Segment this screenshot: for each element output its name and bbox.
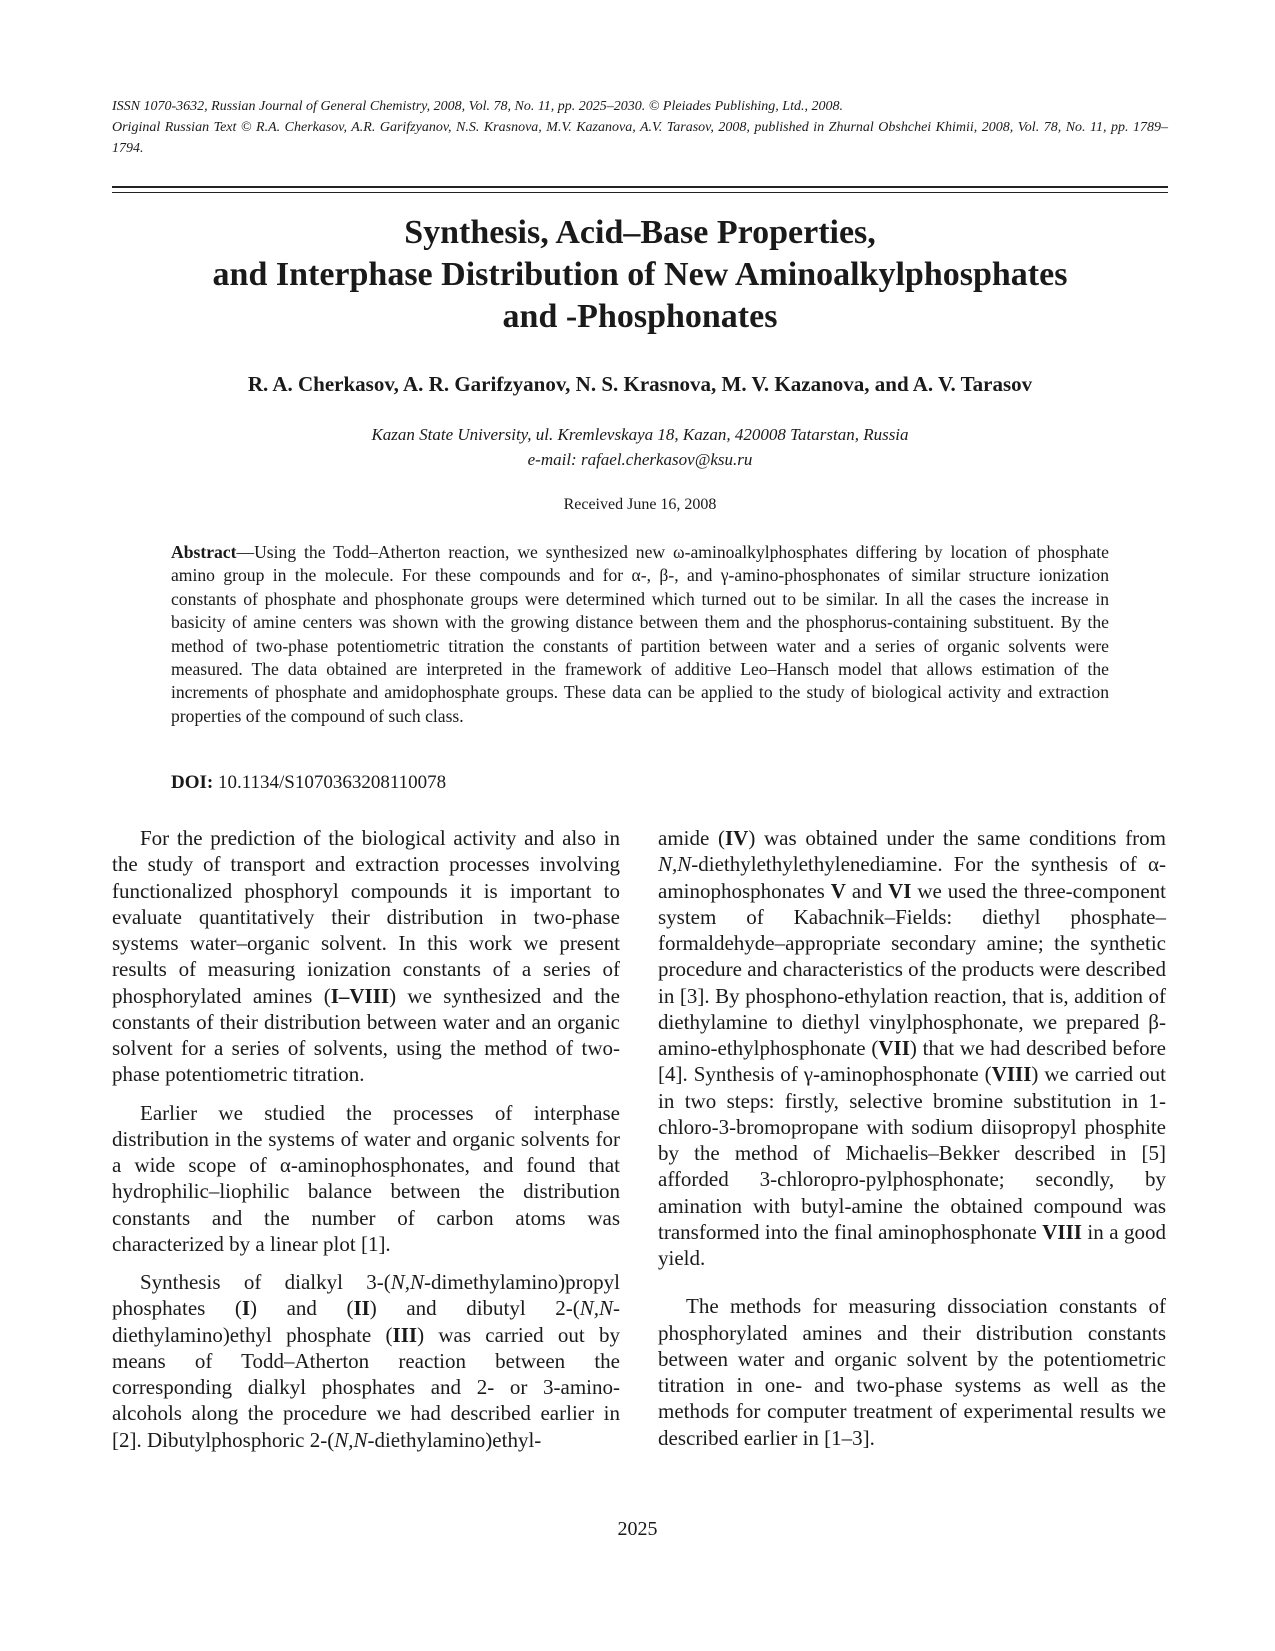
page-number: 2025 (617, 1518, 658, 1540)
compound-ref: VIII (991, 1062, 1032, 1087)
compound-ref: VIII (1042, 1219, 1082, 1244)
journal-header (112, 96, 1168, 159)
article-title (112, 212, 1168, 338)
compound-ref: I (241, 1296, 251, 1321)
paragraph: The methods for measuring dissociation constants of phosphorylated amines and their distribution constants between water and organic solvent by the potentiometric titration in one- and two-phase systems as well as the methods for computer treatment of experimental results we described earlier in [1–3]. (658, 1294, 1166, 1450)
affiliation: Kazan State University, ul. Kremlevskaya 18, Kazan, 420008 Tatarstan, Russia (371, 425, 909, 444)
affiliation-block (112, 422, 1168, 472)
doi-value: 10.1134/S1070363208110078 (217, 772, 447, 793)
right-column (658, 825, 1166, 1451)
journal-citation: ISSN 1070-3632, Russian Journal of General Chemistry, 2008, Vol. 78, No. 11, pp. 2025–2030. © Pleiades Publishing, Ltd., 2008. (112, 99, 843, 114)
compound-ref: VII (878, 1036, 910, 1060)
abstract-text: —Using the Todd–Atherton reaction, we synthesized new ω-aminoalkylphosphates differing by location of phosphate amino group in the molecule. For these compounds and for α-, β-, and γ-amino-phosphonates of similar structure ionization constants of phosphate and phosphonate groups were determined which turned out to be similar. In all the cases the increase in basicity of amine centers was shown with the growing distance between them and the phosphorus-containing substituent. By the method of two-phase potentiometric titration the constants of partition between water and a series of organic solvents were measured. The data obtained are interpreted in the framework of additive Leo–Hansch model that allows estimation of the increments of phosphate and amidophosphate groups. These data can be applied to the study of biological activity and extraction properties of the compound of such class. (171, 542, 1109, 726)
title-line-1: Synthesis, Acid–Base Properties, (404, 214, 876, 251)
original-text-note: Original Russian Text © R.A. Cherkasov, A.R. Garifzyanov, N.S. Krasnova, M.V. Kazanova, A.V. Tarasov, 2008, published in Zhurnal Obshchei Khimii, 2008, Vol. 78, No. 11, pp. 1789–1794. (112, 120, 1168, 156)
compound-ref: I–VIII (330, 983, 390, 1008)
doi-line (171, 770, 446, 796)
abstract (171, 541, 1109, 728)
compound-ref: IV (724, 826, 749, 850)
header-rule-thin (112, 192, 1168, 193)
title-line-2: and Interphase Distribution of New Aminoalkylphosphates (212, 256, 1068, 293)
header-rule-thick (112, 186, 1168, 188)
paragraph: For the prediction of the biological activity and also in the study of transport and extraction processes involving functionalized phosphoryl compounds it is important to evaluate quantitatively their distribution in two-phase systems water–organic solvent. In this work we present results of measuring ionization constants of a series of phosphorylated amines (I–VIII) we synthesized and the constants of their distribution between water and an organic solvent for a series of solvents, using the method of two-phase potentiometric titration. (112, 826, 620, 1087)
title-line-3: and -Phosphonates (502, 298, 778, 335)
compound-ref: VI (888, 878, 912, 903)
author-list: R. A. Cherkasov, A. R. Garifzyanov, N. S. Krasnova, M. V. Kazanova, and A. V. Tarasov (247, 372, 1033, 396)
compound-ref: III (392, 1322, 418, 1347)
abstract-label: Abstract (171, 542, 237, 562)
paragraph: amide (IV) was obtained under the same conditions from N,N-diethylethylethylenediamine. For the synthesis of α-aminophosphonates V and VI we used the three-component system of Kabachnik–Fields: diethyl phosphate–formaldehyde–appropriate secondary amine; the synthetic procedure and characteristics of the products were described in [3]. By phosphono-ethylation reaction, that is, addition of diethylamine to diethyl vinylphosphonate, we prepared β-amino-ethylphosphonate (VII) that we had described before [4]. Synthesis of γ-aminophosphonate (VIII) we carried out in two steps: firstly, selective bromine substitution in 1-chloro-3-bromopropane with sodium diisopropyl phosphite by the method of Michaelis–Bekker described in [5] afforded 3-chloropro-pylphosphonate; secondly, by amination with butyl-amine the obtained compound was transformed into the final aminophosphonate VIII in a good yield. (658, 826, 1166, 1270)
compound-ref: V (830, 878, 846, 903)
received-date: Received June 16, 2008 (563, 496, 717, 513)
email-address: e-mail: rafael.cherkasov@ksu.ru (527, 450, 753, 469)
paragraph: Earlier we studied the processes of interphase distribution in the systems of water and organic solvents for a wide scope of α-aminophosphonates, and found that hydrophilic–liophilic balance between the distribution constants and the number of carbon atoms was characterized by a linear plot [1]. (112, 1100, 620, 1256)
left-column (112, 825, 620, 1453)
compound-ref: II (353, 1296, 370, 1321)
paragraph: Synthesis of dialkyl 3-(N,N-dimethylamino)propyl phosphates (I) and (II) and dibutyl 2-(N,N-diethylamino)ethyl phosphate (III) was carried out by means of Todd–Atherton reaction between the corresponding dialkyl phosphates and 2- or 3-amino-alcohols along the procedure we had described earlier in [2]. Dibutylphosphoric 2-(N,N-diethylamino)ethyl- (112, 1270, 620, 1452)
doi-label: DOI: (171, 772, 214, 793)
